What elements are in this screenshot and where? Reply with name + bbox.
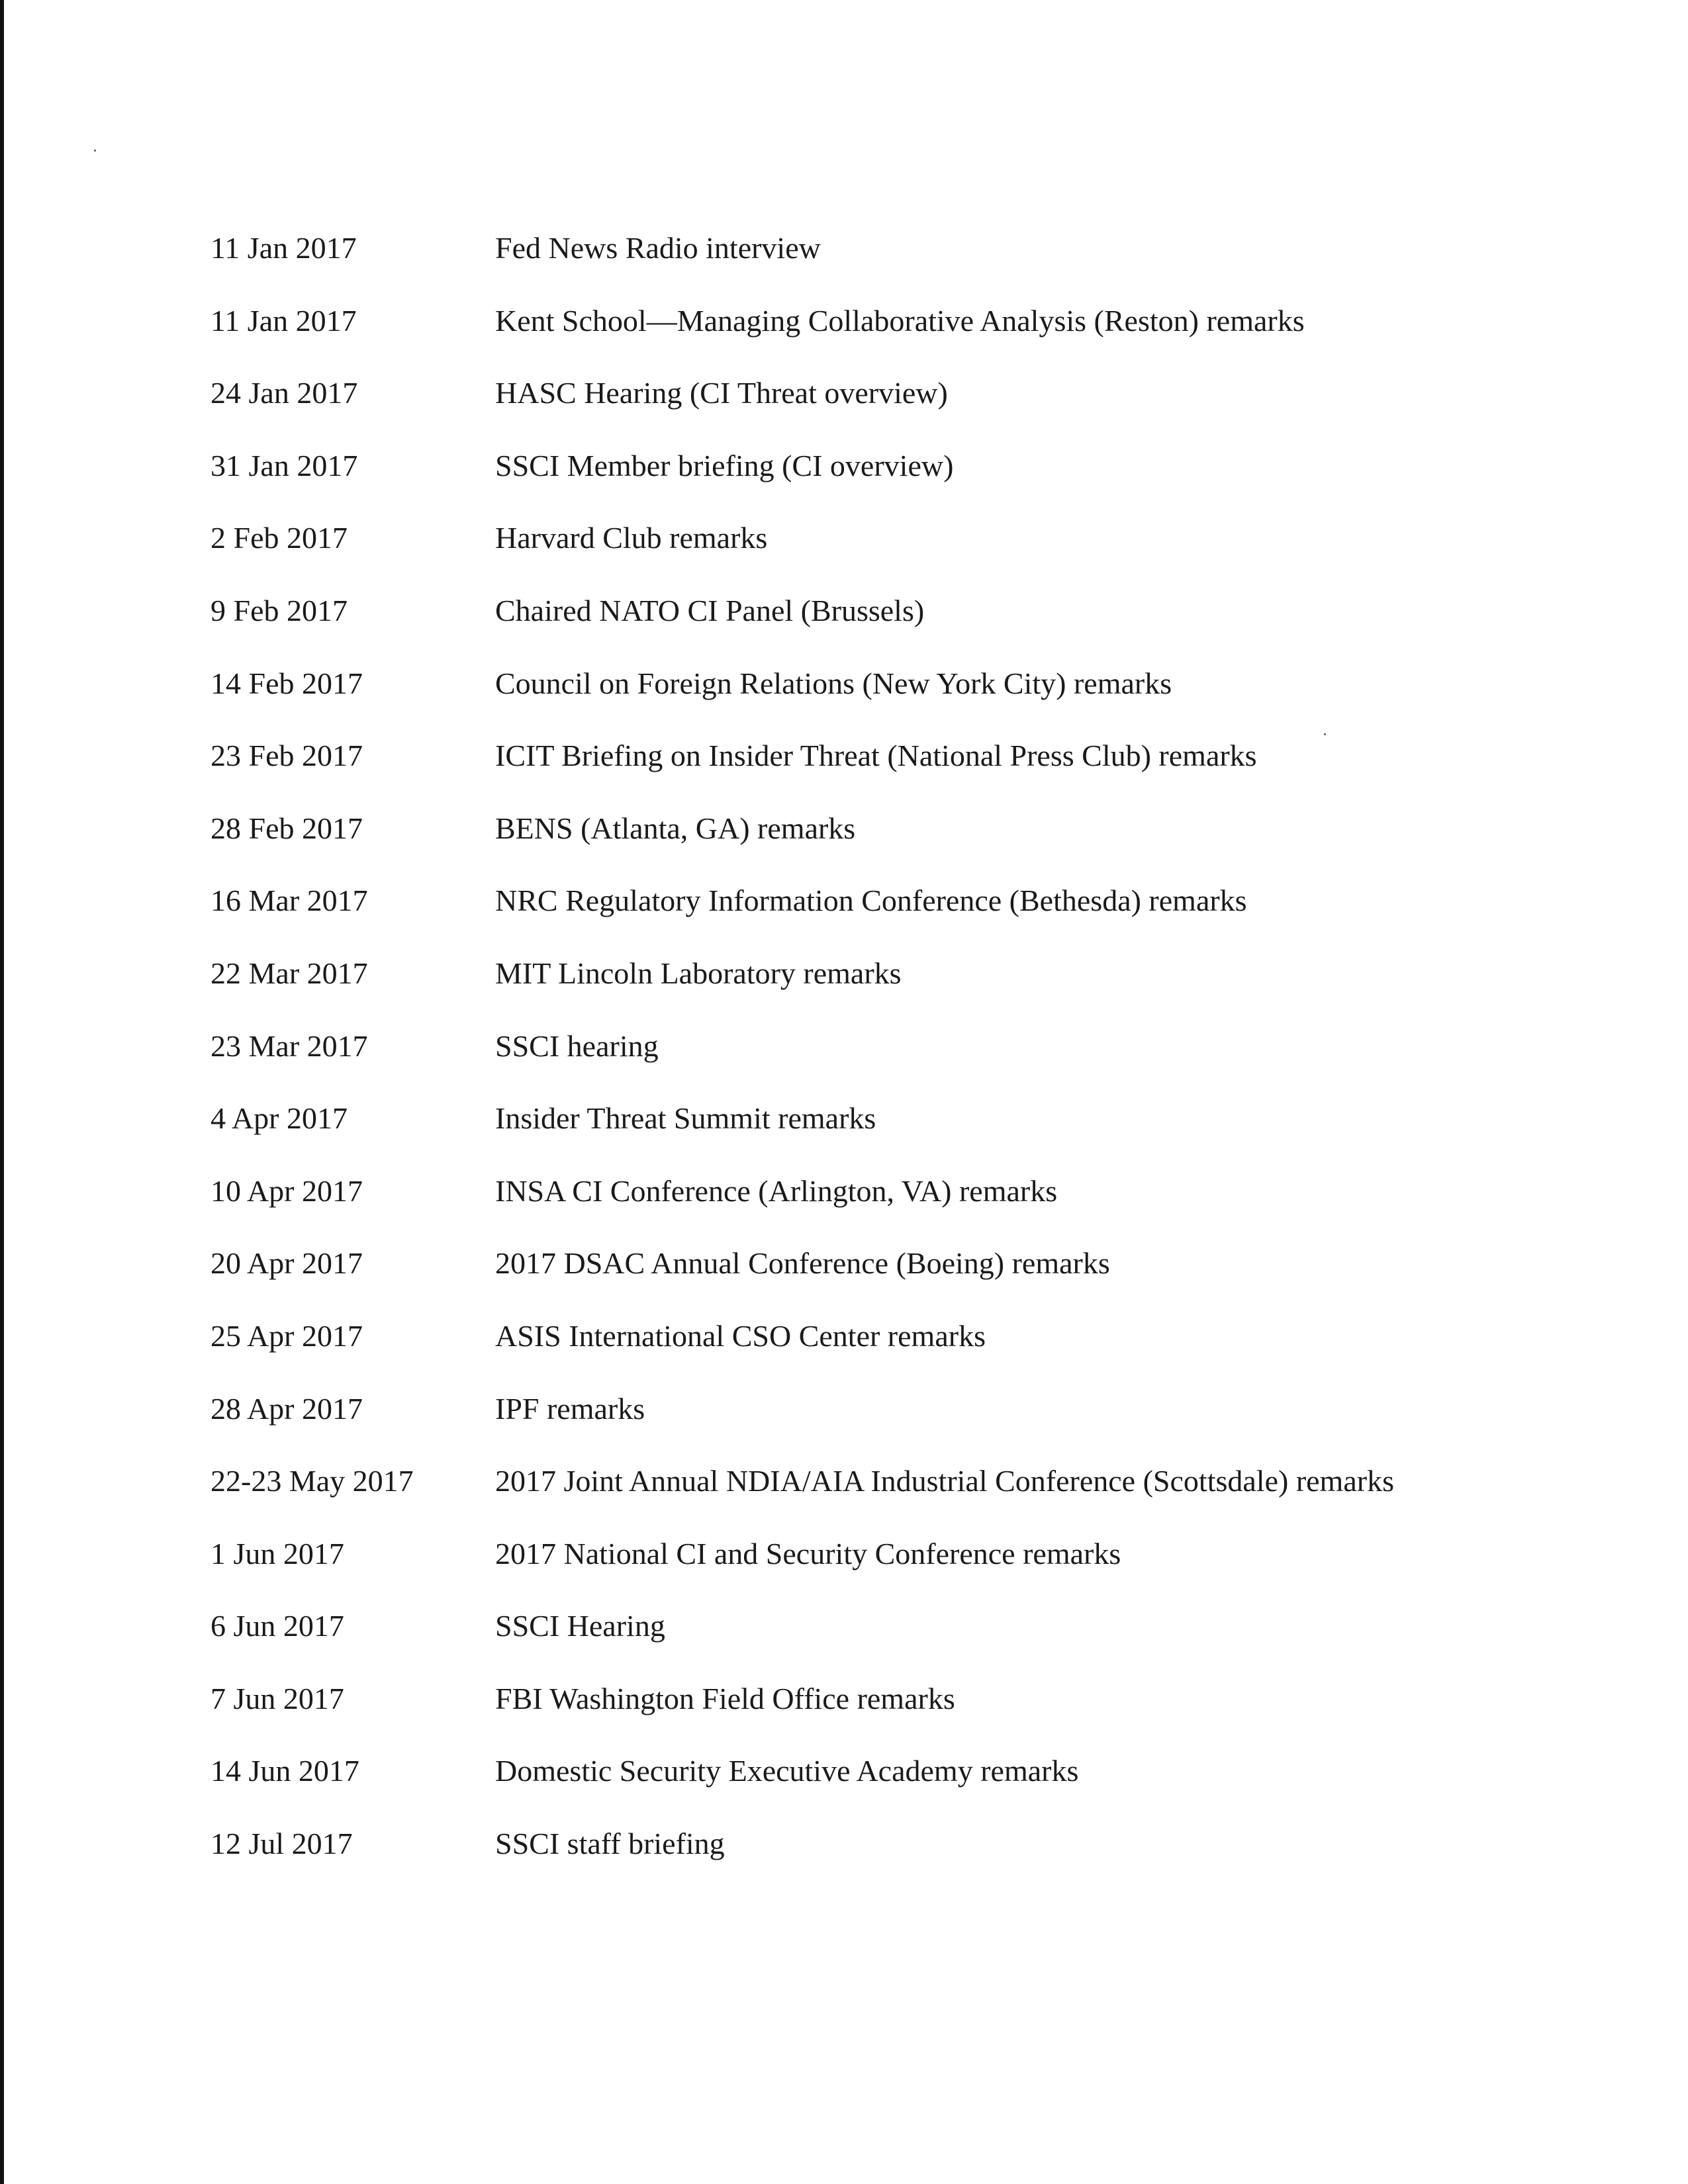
event-date: 25 Apr 2017: [211, 1318, 363, 1353]
event-description: ICIT Briefing on Insider Threat (National Press Club) remarks: [495, 739, 1257, 773]
event-description: FBI Washington Field Office remarks: [495, 1681, 955, 1715]
event-description: ASIS International CSO Center remarks: [495, 1318, 986, 1353]
event-entry: [0, 882, 1688, 955]
event-description: IPF remarks: [495, 1391, 645, 1426]
event-entry: [0, 230, 1688, 302]
event-date: 2 Feb 2017: [211, 521, 348, 555]
event-entry: [0, 447, 1688, 520]
event-date: 11 Jan 2017: [211, 303, 357, 338]
event-date: 24 Jan 2017: [211, 376, 358, 410]
event-date: 23 Mar 2017: [211, 1028, 368, 1063]
event-entry: [0, 1825, 1688, 1898]
event-description: Fed News Radio interview: [495, 231, 821, 265]
event-description: NRC Regulatory Information Conference (Bethesda) remarks: [495, 884, 1247, 918]
event-date: 11 Jan 2017: [211, 231, 357, 265]
event-description: 2017 DSAC Annual Conference (Boeing) remarks: [495, 1246, 1110, 1281]
event-date: 22 Mar 2017: [211, 956, 368, 990]
event-description: SSCI staff briefing: [495, 1827, 725, 1861]
event-entry: [0, 520, 1688, 592]
event-entry: [0, 1245, 1688, 1318]
event-date: 20 Apr 2017: [211, 1246, 363, 1281]
event-entry: [0, 1318, 1688, 1390]
event-entry: [0, 302, 1688, 375]
event-date: 9 Feb 2017: [211, 593, 348, 627]
event-description: SSCI Hearing: [495, 1609, 665, 1643]
event-entry: [0, 955, 1688, 1028]
event-entry: [0, 1680, 1688, 1753]
event-entry: [0, 737, 1688, 810]
event-description: MIT Lincoln Laboratory remarks: [495, 956, 902, 990]
event-description: 2017 National CI and Security Conference remarks: [495, 1536, 1121, 1570]
event-date: 12 Jul 2017: [211, 1827, 353, 1861]
event-date: 10 Apr 2017: [211, 1173, 363, 1208]
event-date: 7 Jun 2017: [211, 1681, 344, 1715]
event-date: 23 Feb 2017: [211, 739, 363, 773]
event-description: SSCI hearing: [495, 1028, 659, 1063]
event-description: 2017 Joint Annual NDIA/AIA Industrial Conference (Scottsdale) remarks: [495, 1464, 1394, 1498]
event-entry: [0, 665, 1688, 738]
event-date: 1 Jun 2017: [211, 1536, 344, 1570]
event-date: 6 Jun 2017: [211, 1609, 344, 1643]
event-date: 16 Mar 2017: [211, 884, 368, 918]
event-entry: [0, 375, 1688, 447]
event-entry: [0, 1390, 1688, 1463]
event-description: SSCI Member briefing (CI overview): [495, 448, 954, 482]
event-description: INSA CI Conference (Arlington, VA) remarks: [495, 1173, 1058, 1208]
scan-speck: [94, 150, 96, 152]
event-description: Chaired NATO CI Panel (Brussels): [495, 593, 925, 627]
event-date: 28 Feb 2017: [211, 811, 363, 845]
event-description: Harvard Club remarks: [495, 521, 768, 555]
event-date: 28 Apr 2017: [211, 1391, 363, 1426]
event-description: BENS (Atlanta, GA) remarks: [495, 811, 856, 845]
event-description: HASC Hearing (CI Threat overview): [495, 376, 948, 410]
event-date: 22-23 May 2017: [211, 1464, 414, 1498]
event-entry: [0, 592, 1688, 665]
event-entry: [0, 810, 1688, 883]
event-entry: [0, 1752, 1688, 1825]
event-entry: [0, 1028, 1688, 1101]
event-description: Insider Threat Summit remarks: [495, 1101, 876, 1136]
event-list: [0, 230, 1688, 1898]
event-description: Domestic Security Executive Academy remarks: [495, 1754, 1079, 1788]
event-description: Kent School—Managing Collaborative Analysis (Reston) remarks: [495, 303, 1305, 338]
event-description: Council on Foreign Relations (New York City) remarks: [495, 666, 1172, 700]
event-entry: [0, 1608, 1688, 1680]
event-entry: [0, 1100, 1688, 1173]
event-date: 14 Feb 2017: [211, 666, 363, 700]
event-entry: [0, 1535, 1688, 1608]
event-date: 14 Jun 2017: [211, 1754, 359, 1788]
event-date: 31 Jan 2017: [211, 448, 358, 482]
event-entry: [0, 1463, 1688, 1535]
event-entry: [0, 1173, 1688, 1246]
event-date: 4 Apr 2017: [211, 1101, 348, 1136]
